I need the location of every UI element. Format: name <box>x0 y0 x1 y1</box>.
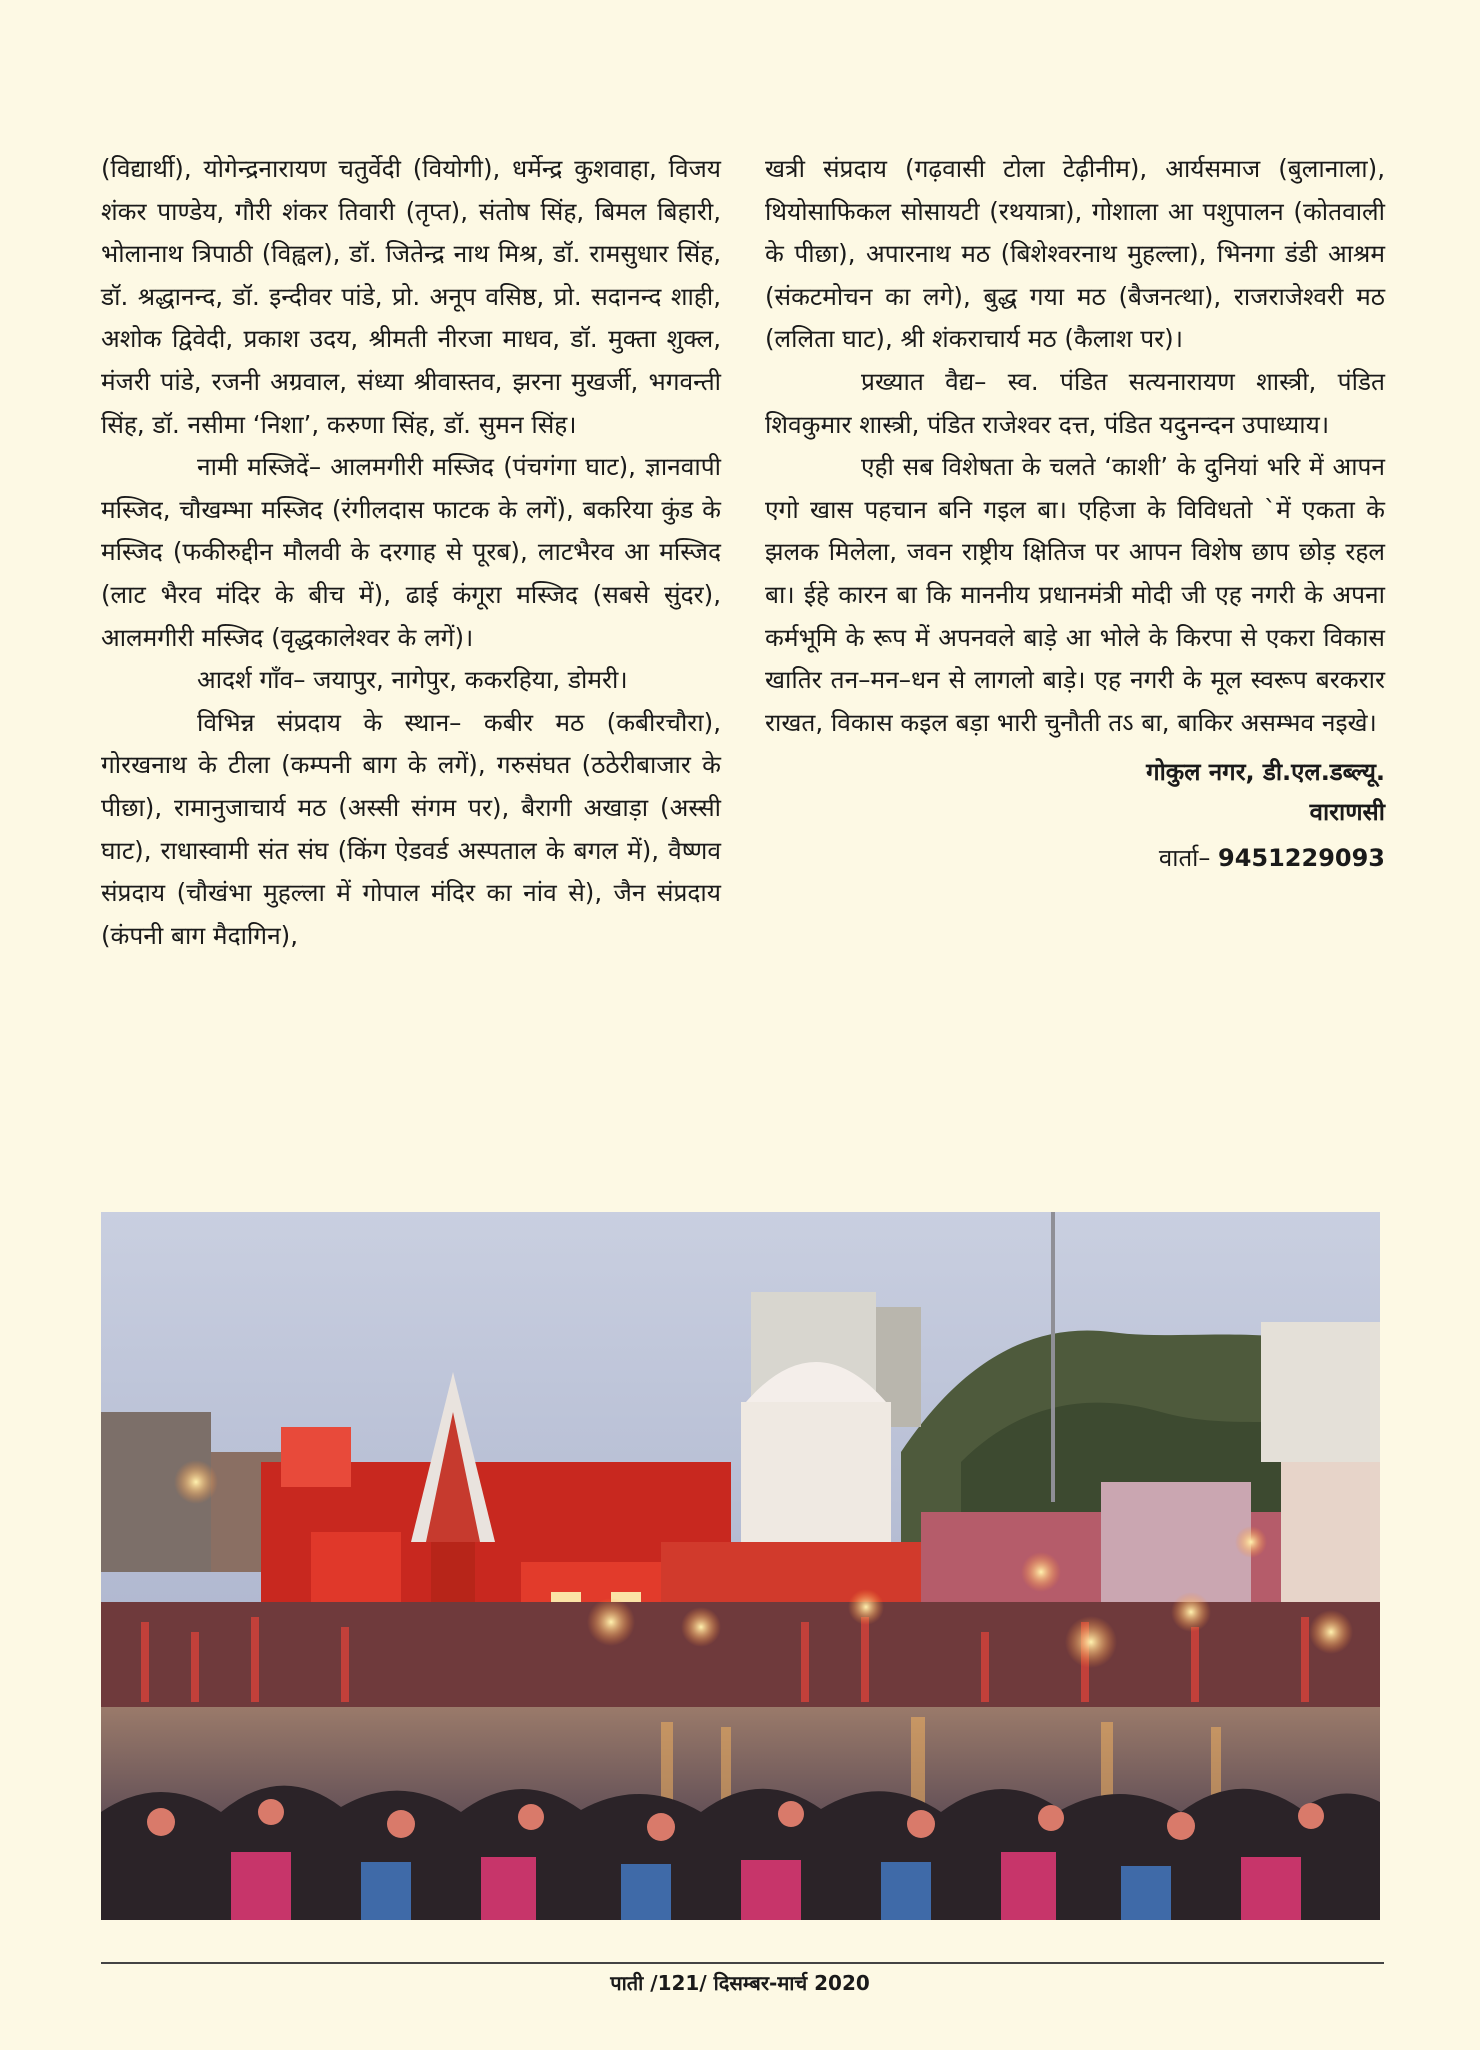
author-address: गोकुल नगर, डी.एल.डब्ल्यू. <box>1146 758 1385 787</box>
footer-rule <box>101 1962 1384 1964</box>
paragraph-mosques: नामी मस्जिदें– आलमगीरी मस्जिद (पंचगंगा घाट), ज्ञानवापी मस्जिद, चौखम्भा मस्जिद (रंगीलदास फाटक के लगें), बकरिया कुंड के मस्जिद (फकीरुद्दीन मौलवी के दरगाह से पूरब), लाटभैरव आ मस्जिद (लाट भैरव मंदिर के बीच में), ढाई कंगूरा मस्जिद (सबसे सुंदर), आलमगीरी मस्जिद (वृद्धकालेश्वर के लगें)। <box>101 452 721 652</box>
paragraph-poets-list: (विद्यार्थी), योगेन्द्रनारायण चतुर्वेदी (वियोगी), धर्मेन्द्र कुशवाहा, विजय शंकर पाण्डेय, गौरी शंकर तिवारी (तृप्त), संतोष सिंह, बिमल बिहारी, भोलानाथ त्रिपाठी (विह्वल), डॉ. जितेन्द्र नाथ मिश्र, डॉ. रामसुधार सिंह, डॉ. श्रद्धानन्द, डॉ. इन्दीवर पांडे, प्रो. अनूप वसिष्ठ, प्रो. सदानन्द शाही, अशोक द्विवेदी, प्रकाश उदय, श्रीमती नीरजा माधव, डॉ. मुक्ता शुक्ल, मंजरी पांडे, रजनी अग्रवाल, संध्या श्रीवास्तव, झरना मुखर्जी, भगवन्ती सिंह, डॉ. नसीमा ‘निशा’, करुणा सिंह, डॉ. सुमन सिंह। <box>101 154 721 439</box>
phone-label: वार्ता– <box>1158 844 1211 873</box>
page-footer: पाती /121/ दिसम्बर-मार्च 2020 <box>610 1971 870 1995</box>
author-phone <box>765 838 1385 878</box>
paragraph-sects: विभिन्न संप्रदाय के स्थान– कबीर मठ (कबीरचौरा), गोरखनाथ के टीला (कम्पनी बाग के लगें), गरुसंघत (ठठेरीबाजार के पीछा), रामानुजाचार्य मठ (अस्सी संगम पर), बैरागी अखाड़ा (अस्सी घाट), राधास्वामी संत संघ (किंग ऐडवर्ड अस्पताल के बगल में), वैष्णव संप्रदाय (चौखंभा मुहल्ला में गोपाल मंदिर का नांव से), जैन संप्रदाय (कंपनी बाग मैदागिन), <box>101 707 721 950</box>
paragraph-model-villages: आदर्श गाँव– जयापुर, नागेपुर, ककरहिया, डोमरी। <box>197 665 628 695</box>
paragraph-conclusion: एही सब विशेषता के चलते ‘काशी’ के दुनियां भरि में आपन एगो खास पहचान बनि गइल बा। एहिजा के विविधतो `में एकता के झलक मिलेला, जवन राष्ट्रीय क्षितिज पर आपन विशेष छाप छोड़ रहल बा। ईहे कारन बा कि माननीय प्रधानमंत्री मोदी जी एह नगरी के अपना कर्मभूमि के रूप में अपनवले बाड़े आ भोले के किरपा से एकरा विकास खातिर तन–मन–धन से लागलो बाड़े। एह नगरी के मूल स्वरूप बरकरार राखत, विकास कइल बड़ा भारी चुनौती तऽ बा, बाकिर असम्भव नइखे। <box>765 452 1385 737</box>
paragraph-sects-continued: खत्री संप्रदाय (गढ़वासी टोला टेढ़ीनीम), आर्यसमाज (बुलानाला), थियोसाफिकल सोसायटी (रथयात्रा), गोशाला आ पशुपालन (कोतवाली के पीछा), अपारनाथ मठ (बिशेश्वरनाथ मुहल्ला), भिनगा डंडी आश्रम (संकटमोचन का लगे), बुद्ध गया मठ (बैजनत्था), राजराजेश्वरी मठ (ललिता घाट), श्री शंकराचार्य मठ (कैलाश पर)। <box>765 154 1385 354</box>
author-city: वाराणसी <box>1309 798 1385 827</box>
right-text-column <box>765 148 1385 878</box>
paragraph-physicians: प्रख्यात वैद्य– स्व. पंडित सत्यनारायण शास्त्री, पंडित शिवकुमार शास्त्री, पंडित राजेश्वर दत्त, पंडित यदुनन्दन उपाध्याय। <box>765 366 1385 439</box>
ghat-aarti-photo <box>101 1212 1380 1920</box>
left-text-column <box>101 148 721 957</box>
author-signature <box>765 752 1385 878</box>
phone-number: 9451229093 <box>1218 844 1385 873</box>
ghat-aarti-illustration <box>101 1212 1380 1920</box>
